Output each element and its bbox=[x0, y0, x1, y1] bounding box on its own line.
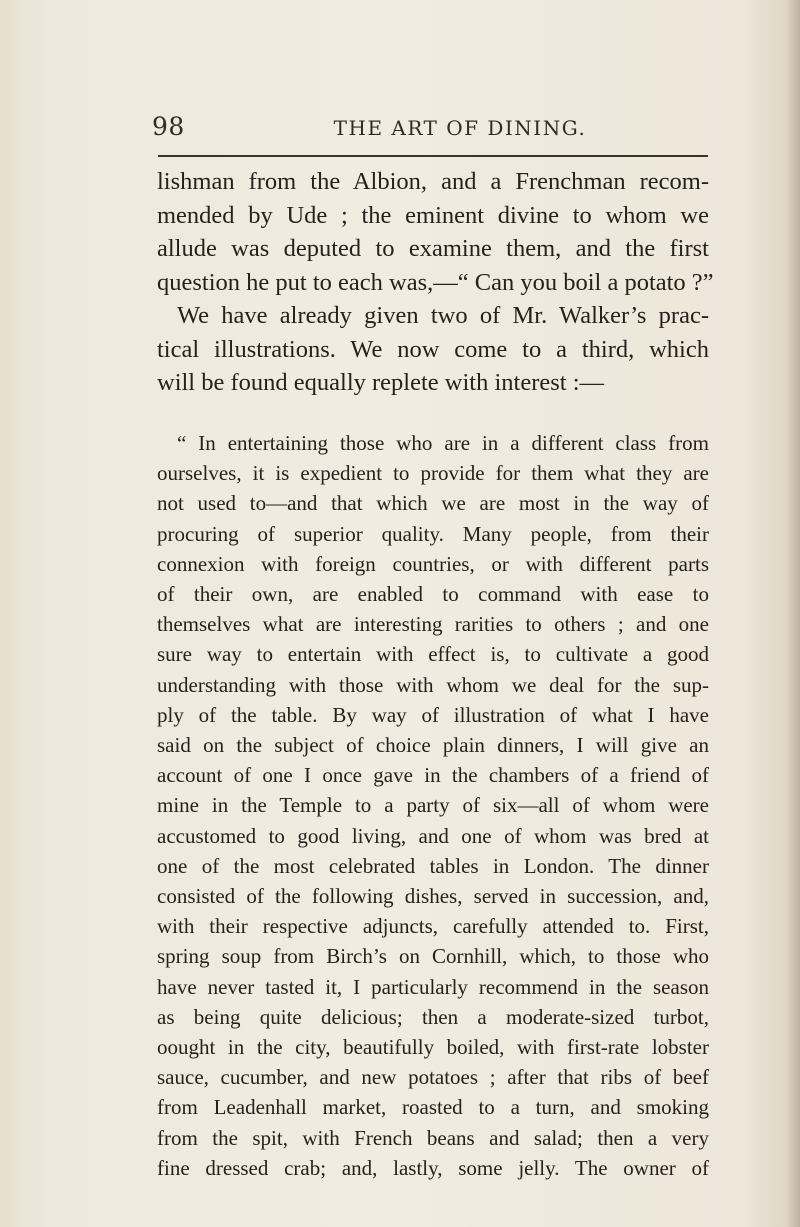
quote-line: understanding with those with whom we deal for the sup- bbox=[157, 672, 709, 697]
quote-line: of their own, are enabled to command with ease to bbox=[157, 582, 709, 607]
quote-line: oought in the city, beautifully boiled, with first-rate lobster bbox=[157, 1035, 709, 1060]
quote-line: spring soup from Birch’s on Cornhill, which, to those who bbox=[157, 944, 709, 969]
quote-line: account of one I once gave in the chambers of a friend of bbox=[157, 763, 709, 788]
text-line: allude was deputed to examine them, and the first bbox=[157, 235, 709, 262]
quote-line: ply of the table. By way of illustration of what I have bbox=[157, 702, 709, 727]
quote-line: said on the subject of choice plain dinners, I will give an bbox=[157, 733, 709, 758]
quote-line: accustomed to good living, and one of whom was bred at bbox=[157, 823, 709, 848]
quote-line: sauce, cucumber, and new potatoes ; after that ribs of beef bbox=[157, 1065, 709, 1090]
text-line: lishman from the Albion, and a Frenchman recom- bbox=[157, 168, 709, 195]
quote-line: not used to—and that which we are most in the way of bbox=[157, 491, 709, 516]
quote-line: procuring of superior quality. Many people, from their bbox=[157, 521, 709, 546]
page-number: 98 bbox=[152, 112, 185, 141]
quote-line: with their respective adjuncts, carefully attended to. First, bbox=[157, 914, 709, 939]
quote-line: one of the most celebrated tables in London. The dinner bbox=[157, 853, 709, 878]
page-edge-shadow bbox=[786, 0, 800, 1227]
quote-line: from the spit, with French beans and salad; then a very bbox=[157, 1125, 709, 1150]
header-rule bbox=[158, 155, 708, 157]
quote-line: have never tasted it, I particularly recommend in the season bbox=[157, 974, 709, 999]
running-title: THE ART OF DINING. bbox=[333, 116, 587, 140]
quote-line: from Leadenhall market, roasted to a turn, and smoking bbox=[157, 1095, 709, 1120]
main-text bbox=[157, 165, 714, 400]
text-line: We have already given two of Mr. Walker’s prac- bbox=[177, 302, 709, 329]
page-header bbox=[152, 112, 708, 146]
text-line: mended by Ude ; the eminent divine to whom we bbox=[157, 201, 709, 229]
quote-line: connexion with foreign countries, or with different parts bbox=[157, 551, 709, 576]
quote-line: ourselves, it is expedient to provide for them what they are bbox=[157, 461, 709, 486]
quote-line: themselves what are interesting rarities to others ; and one bbox=[157, 612, 709, 637]
quotation-text bbox=[157, 428, 709, 1183]
text-line: will be found equally replete with interest :— bbox=[157, 369, 605, 396]
quote-line: “ In entertaining those who are in a different class from bbox=[177, 431, 709, 455]
text-line: tical illustrations. We now come to a third, which bbox=[157, 335, 709, 363]
quote-line: consisted of the following dishes, served in succession, and, bbox=[157, 884, 709, 909]
text-line: question he put to each was,—“ Can you boil a potato ?” bbox=[157, 268, 714, 296]
quote-line: mine in the Temple to a party of six—all of whom were bbox=[157, 793, 709, 818]
quote-line: sure way to entertain with effect is, to cultivate a good bbox=[157, 642, 709, 667]
quote-line: as being quite delicious; then a moderate-sized turbot, bbox=[157, 1004, 709, 1029]
quote-line: fine dressed crab; and, lastly, some jelly. The owner of bbox=[157, 1155, 709, 1180]
